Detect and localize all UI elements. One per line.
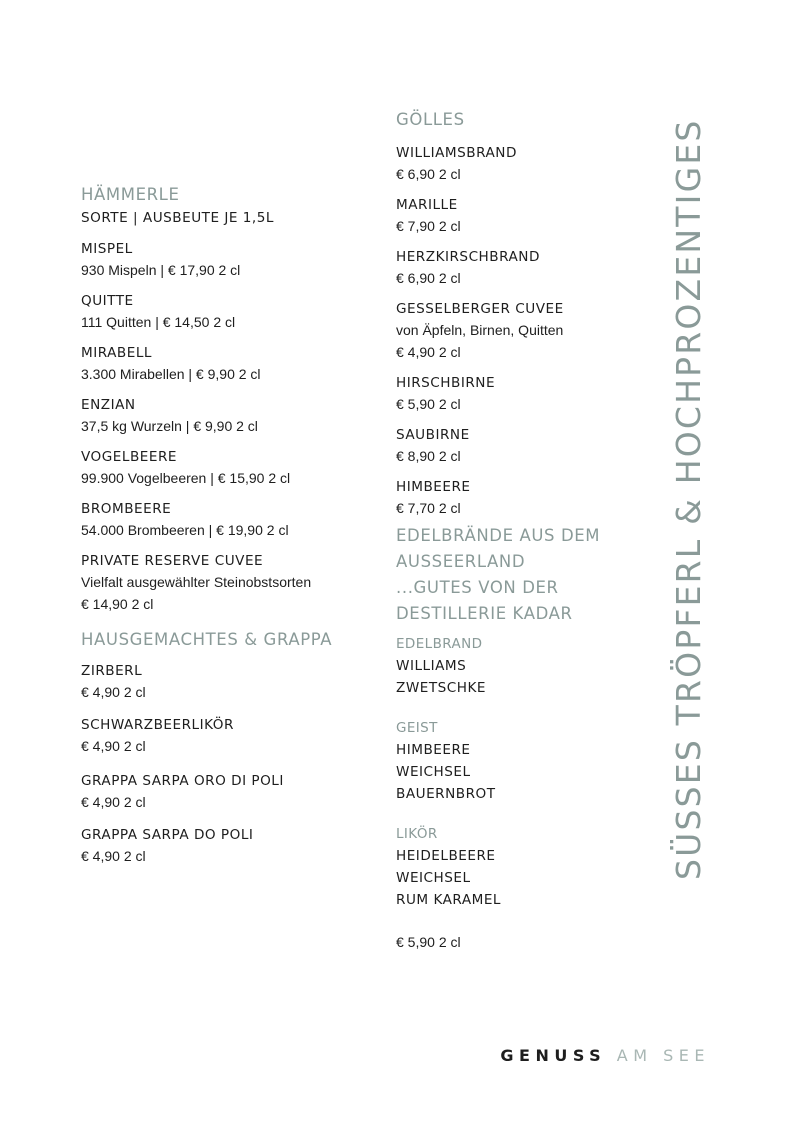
menu-item — [81, 661, 371, 703]
menu-item — [81, 715, 371, 757]
menu-item — [81, 343, 371, 385]
item-name: BAUERNBROT — [396, 786, 496, 802]
item-detail: € 4,90 2 cl — [81, 738, 146, 754]
item-name: MIRABELL — [81, 345, 152, 361]
item-detail: 54.000 Brombeeren | € 19,90 2 cl — [81, 522, 289, 538]
menu-item — [81, 291, 371, 333]
item-price: € 4,90 2 cl — [396, 344, 461, 360]
menu-item — [81, 395, 371, 437]
menu-item — [81, 499, 371, 541]
menu-item — [81, 447, 371, 489]
item-name: BROMBEERE — [81, 501, 172, 517]
menu-item-gesselberger-cuvee — [396, 299, 646, 363]
footer-brand — [500, 1046, 710, 1065]
item-detail: 930 Mispeln | € 17,90 2 cl — [81, 262, 241, 278]
item-name: MARILLE — [396, 197, 458, 213]
item-detail: Vielfalt ausgewählter Steinobstsorten — [81, 574, 312, 590]
section-heading-hausgemachtes: HAUSGEMACHTES & GRAPPA — [81, 630, 333, 649]
menu-item — [396, 373, 646, 415]
item-name: SCHWARZBEERLIKÖR — [81, 717, 234, 733]
item-detail: 99.900 Vogelbeeren | € 15,90 2 cl — [81, 470, 291, 486]
item-name: WILLIAMSBRAND — [396, 145, 517, 161]
group-label: GEIST — [396, 720, 438, 736]
menu-item — [396, 143, 646, 185]
item-name: WEICHSEL — [396, 870, 471, 886]
item-detail: von Äpfeln, Birnen, Quitten — [396, 322, 564, 338]
section-heading-kadar — [396, 523, 646, 627]
item-detail: € 4,90 2 cl — [81, 684, 146, 700]
item-name: GRAPPA SARPA ORO DI POLI — [81, 773, 284, 789]
section-subheading-sorte: SORTE | AUSBEUTE JE 1,5L — [81, 210, 274, 226]
item-detail: € 5,90 2 cl — [396, 396, 461, 412]
item-detail: € 4,90 2 cl — [81, 794, 146, 810]
menu-item — [81, 825, 371, 867]
item-name: HEIDELBEERE — [396, 848, 496, 864]
item-name: HERZKIRSCHBRAND — [396, 249, 540, 265]
item-name: GESSELBERGER CUVEE — [396, 301, 564, 317]
group-likoer — [396, 823, 646, 911]
item-detail: € 7,70 2 cl — [396, 500, 461, 516]
item-name: WEICHSEL — [396, 764, 471, 780]
item-name: HIMBEERE — [396, 742, 471, 758]
brand-genuss: GENUSS — [500, 1046, 607, 1065]
group-label: LIKÖR — [396, 826, 438, 842]
item-detail: € 6,90 2 cl — [396, 166, 461, 182]
right-column — [396, 107, 646, 953]
group-edelbrand — [396, 633, 646, 699]
menu-item — [396, 477, 646, 519]
item-detail: € 4,90 2 cl — [81, 848, 146, 864]
group-geist — [396, 717, 646, 805]
item-name: RUM KARAMEL — [396, 892, 502, 908]
item-price: € 14,90 2 cl — [81, 596, 154, 612]
group-label: EDELBRAND — [396, 636, 483, 652]
item-name: ZIRBERL — [81, 663, 143, 679]
item-name: WILLIAMS — [396, 658, 467, 674]
heading-line: AUSSEERLAND — [396, 552, 526, 571]
heading-line: DESTILLERIE KADAR — [396, 604, 573, 623]
item-name: QUITTE — [81, 293, 134, 309]
item-name: SAUBIRNE — [396, 427, 470, 443]
item-name: HIMBEERE — [396, 479, 471, 495]
item-name: MISPEL — [81, 241, 133, 257]
item-detail: 3.300 Mirabellen | € 9,90 2 cl — [81, 366, 261, 382]
item-name: HIRSCHBIRNE — [396, 375, 496, 391]
item-detail: € 6,90 2 cl — [396, 270, 461, 286]
item-name: ZWETSCHKE — [396, 680, 486, 696]
menu-item — [396, 247, 646, 289]
item-name: VOGELBEERE — [81, 449, 177, 465]
heading-line: EDELBRÄNDE AUS DEM — [396, 526, 601, 545]
item-detail: € 8,90 2 cl — [396, 448, 461, 464]
menu-item — [81, 239, 371, 281]
heading-line: ...GUTES VON DER — [396, 578, 559, 597]
menu-item — [81, 771, 371, 813]
kadar-price: € 5,90 2 cl — [396, 934, 461, 950]
menu-item-private-reserve — [81, 551, 371, 615]
section-heading-haemmerle: HÄMMERLE — [81, 185, 180, 204]
item-detail: € 7,90 2 cl — [396, 218, 461, 234]
item-detail: 111 Quitten | € 14,50 2 cl — [81, 314, 236, 330]
section-heading-goelles: GÖLLES — [396, 110, 465, 129]
item-name: PRIVATE RESERVE CUVEE — [81, 553, 264, 569]
side-title: SÜSSES TRÖPFERL & HOCHPROZENTIGES — [669, 118, 708, 880]
menu-item — [396, 195, 646, 237]
left-column — [81, 182, 371, 877]
menu-item — [396, 425, 646, 467]
brand-am-see: AM SEE — [616, 1046, 710, 1065]
item-name: GRAPPA SARPA DO POLI — [81, 827, 254, 843]
item-name: ENZIAN — [81, 397, 136, 413]
item-detail: 37,5 kg Wurzeln | € 9,90 2 cl — [81, 418, 258, 434]
